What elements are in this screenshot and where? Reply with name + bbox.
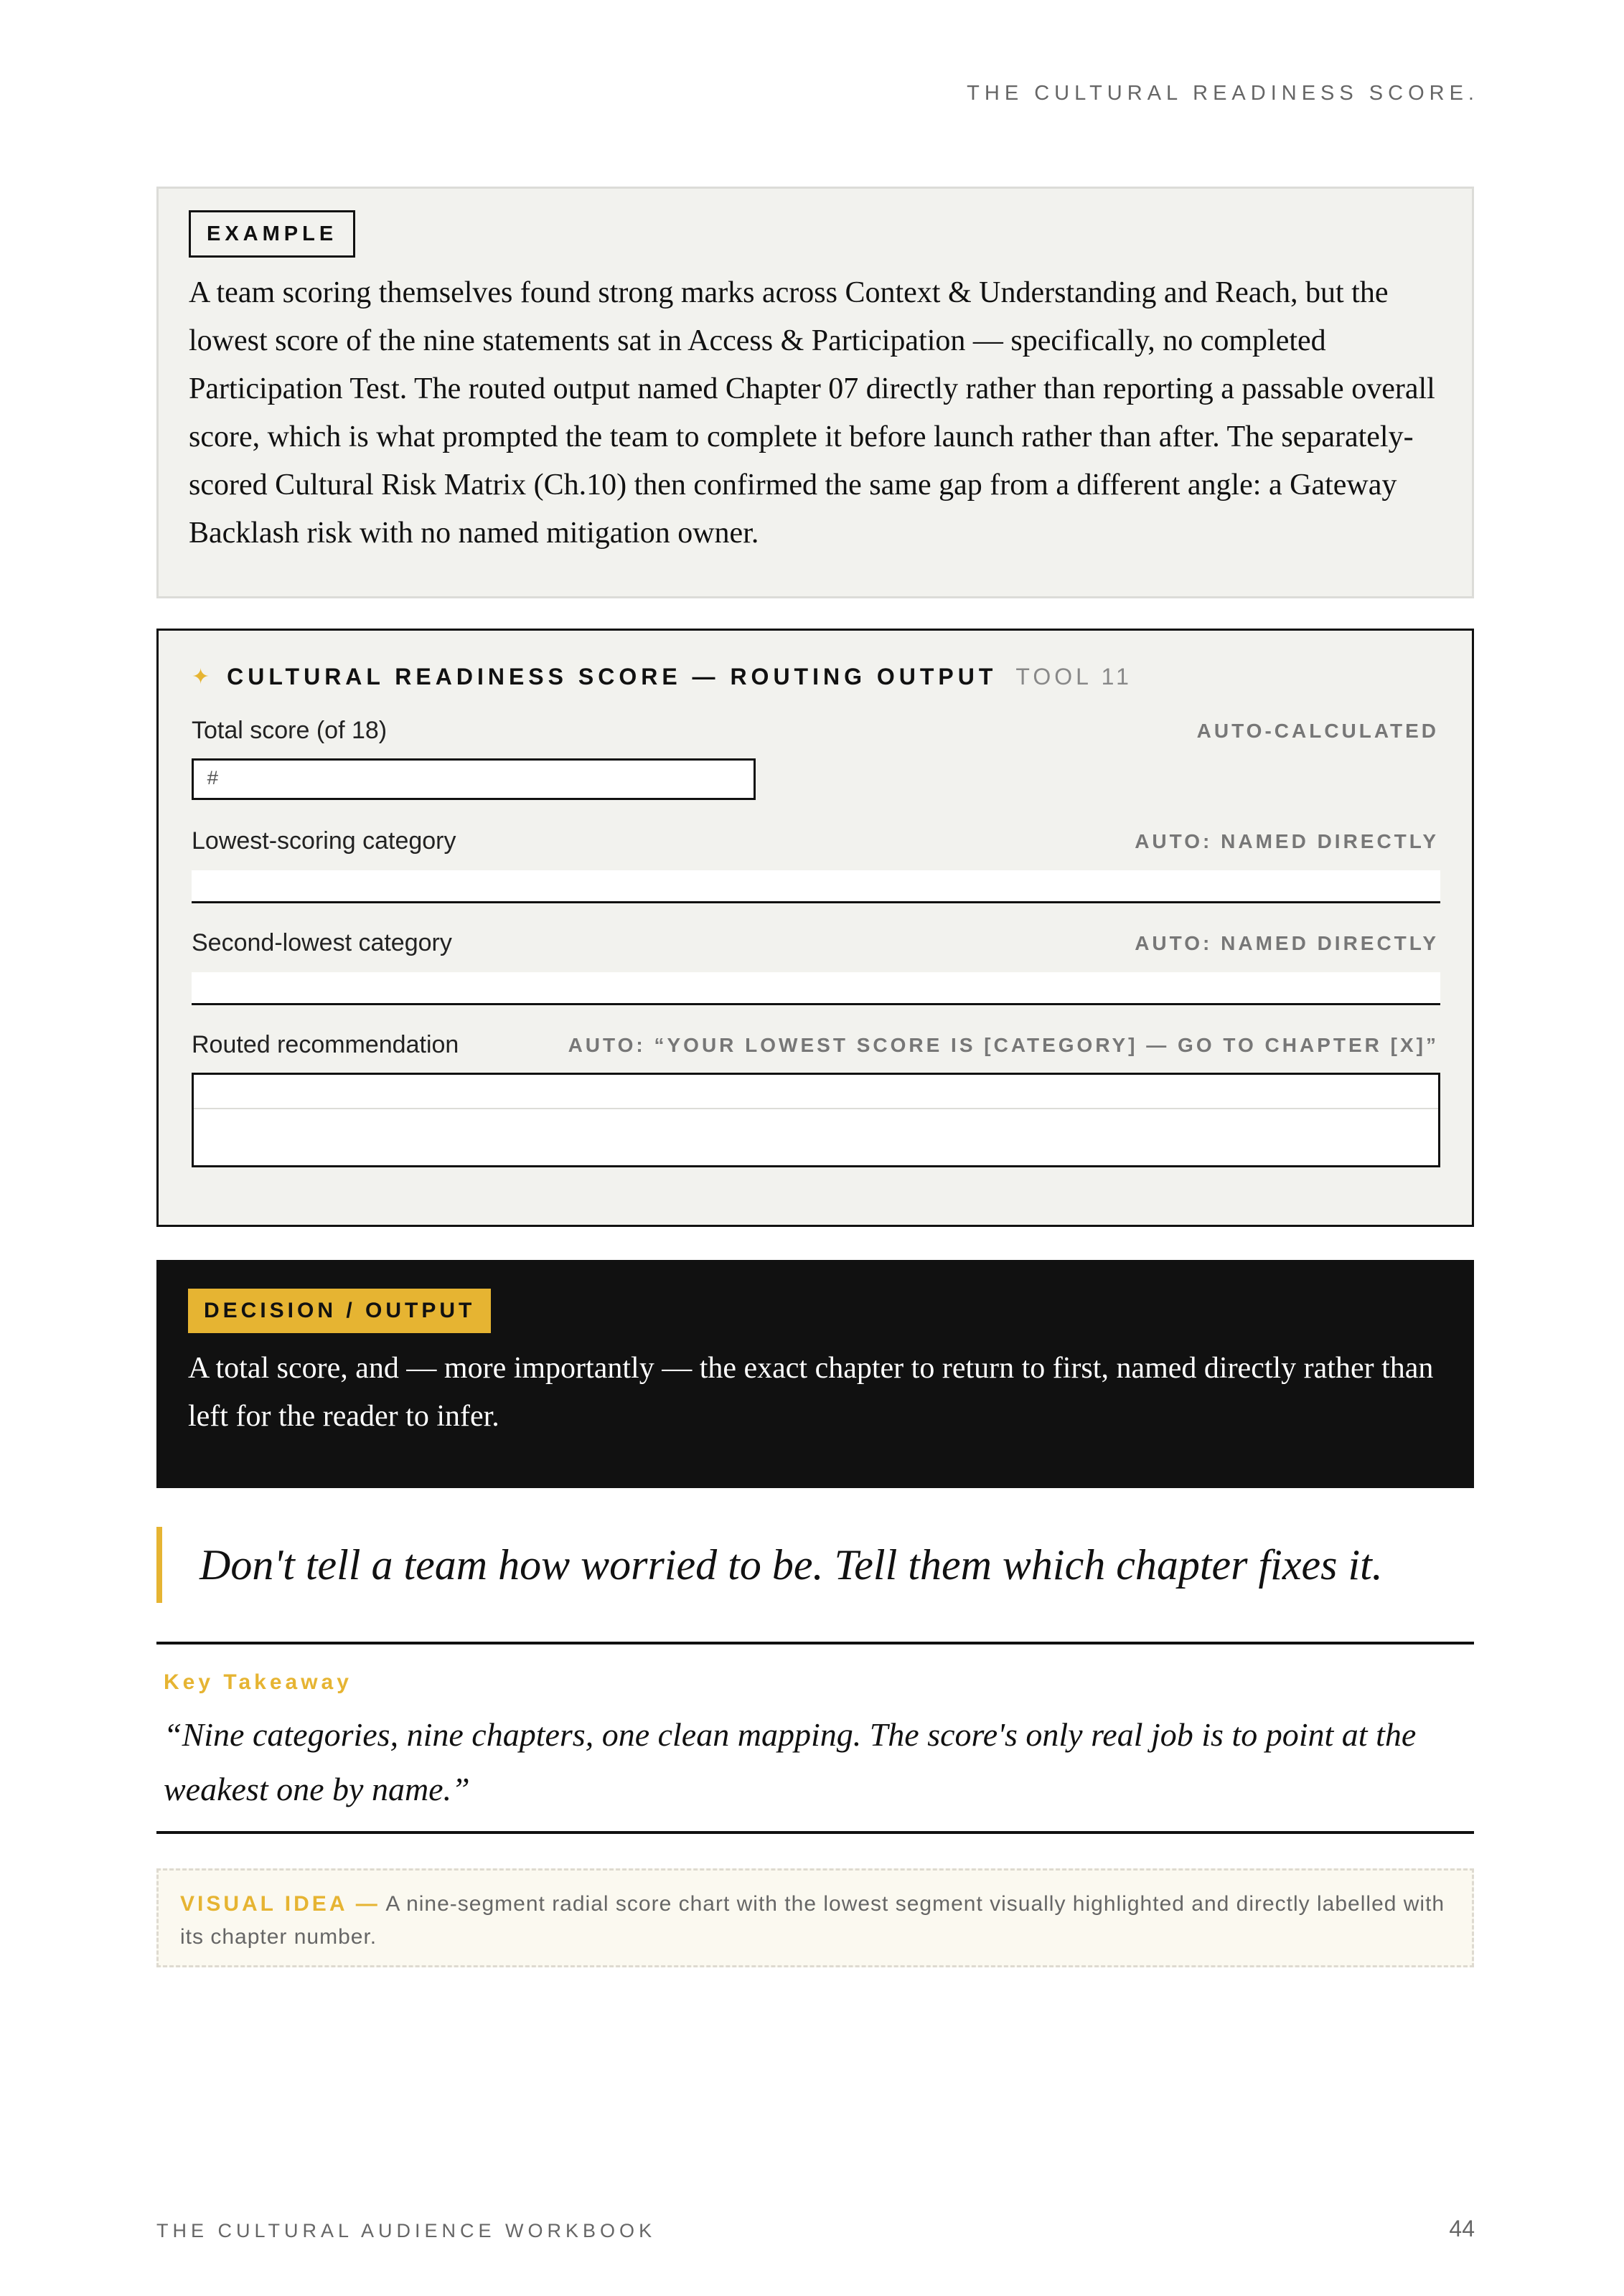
lowest-category-auto-note: AUTO: NAMED DIRECTLY xyxy=(1135,830,1439,852)
decision-text: A total score, and — more importantly — the exact chapter to return to first, named directly rather than left for the reader to infer. xyxy=(188,1352,1434,1433)
sparkle-star-icon: ✦ xyxy=(192,665,210,689)
lowest-category-field[interactable] xyxy=(192,870,1440,903)
example-box xyxy=(156,187,1474,598)
second-lowest-category-auto-note: AUTO: NAMED DIRECTLY xyxy=(1135,932,1439,954)
page-number: 44 xyxy=(1449,2216,1475,2241)
routed-recommendation-field[interactable] xyxy=(192,1073,1440,1167)
second-lowest-category-field[interactable] xyxy=(192,972,1440,1005)
running-header: THE CULTURAL READINESS SCORE. xyxy=(967,82,1479,105)
visual-idea-text: A nine-segment radial score chart with the lowest segment visually highlighted and directly labelled with its chapter number. xyxy=(180,1892,1445,1949)
total-score-auto-note: AUTO-CALCULATED xyxy=(1196,720,1439,742)
tool-header xyxy=(192,664,1132,690)
total-score-input[interactable] xyxy=(192,758,756,800)
key-takeaway xyxy=(156,1642,1474,1834)
second-lowest-category-label: Second-lowest category xyxy=(192,929,452,956)
total-score-label: Total score (of 18) xyxy=(192,717,388,744)
decision-output xyxy=(156,1260,1474,1488)
footer-book-title: THE CULTURAL AUDIENCE WORKBOOK xyxy=(156,2220,657,2241)
takeaway-text: “Nine categories, nine chapters, one clean mapping. The score's only real job is to point at the weakest one by name.” xyxy=(164,1716,1417,1807)
lowest-category-label: Lowest-scoring category xyxy=(192,827,456,855)
routed-recommendation-auto-note: AUTO: “YOUR LOWEST SCORE IS [CATEGORY] — GO TO CHAPTER [X]” xyxy=(568,1034,1439,1056)
routed-recommendation-label: Routed recommendation xyxy=(192,1031,459,1058)
total-score-placeholder: # xyxy=(207,768,219,791)
tool-tag: TOOL 11 xyxy=(1015,664,1132,690)
example-tag: EXAMPLE xyxy=(189,210,355,258)
field-rule xyxy=(194,1108,1438,1109)
pull-quote: Don't tell a team how worried to be. Tell them which chapter fixes it. xyxy=(156,1527,1474,1603)
tool-title: CULTURAL READINESS SCORE — ROUTING OUTPUT xyxy=(227,664,998,690)
visual-idea-note xyxy=(156,1868,1474,1967)
example-text: A team scoring themselves found strong marks across Context & Understanding and Reach, but the lowest score of the nine statements sat in Access & Participation — specifically, no completed Participation Test. The routed output named Chapter 07 directly rather than reporting a passable overall score, which is what prompted the team to complete it before launch rather than after. The separately-scored Cultural Risk Matrix (Ch.10) then confirmed the same gap from a different angle: a Gateway Backlash risk with no named mitigation owner. xyxy=(189,276,1435,550)
routing-output-tool xyxy=(156,629,1474,1227)
decision-tag: DECISION / OUTPUT xyxy=(188,1289,491,1333)
takeaway-label: Key Takeaway xyxy=(164,1670,352,1694)
visual-idea-label: VISUAL IDEA — xyxy=(180,1892,380,1916)
